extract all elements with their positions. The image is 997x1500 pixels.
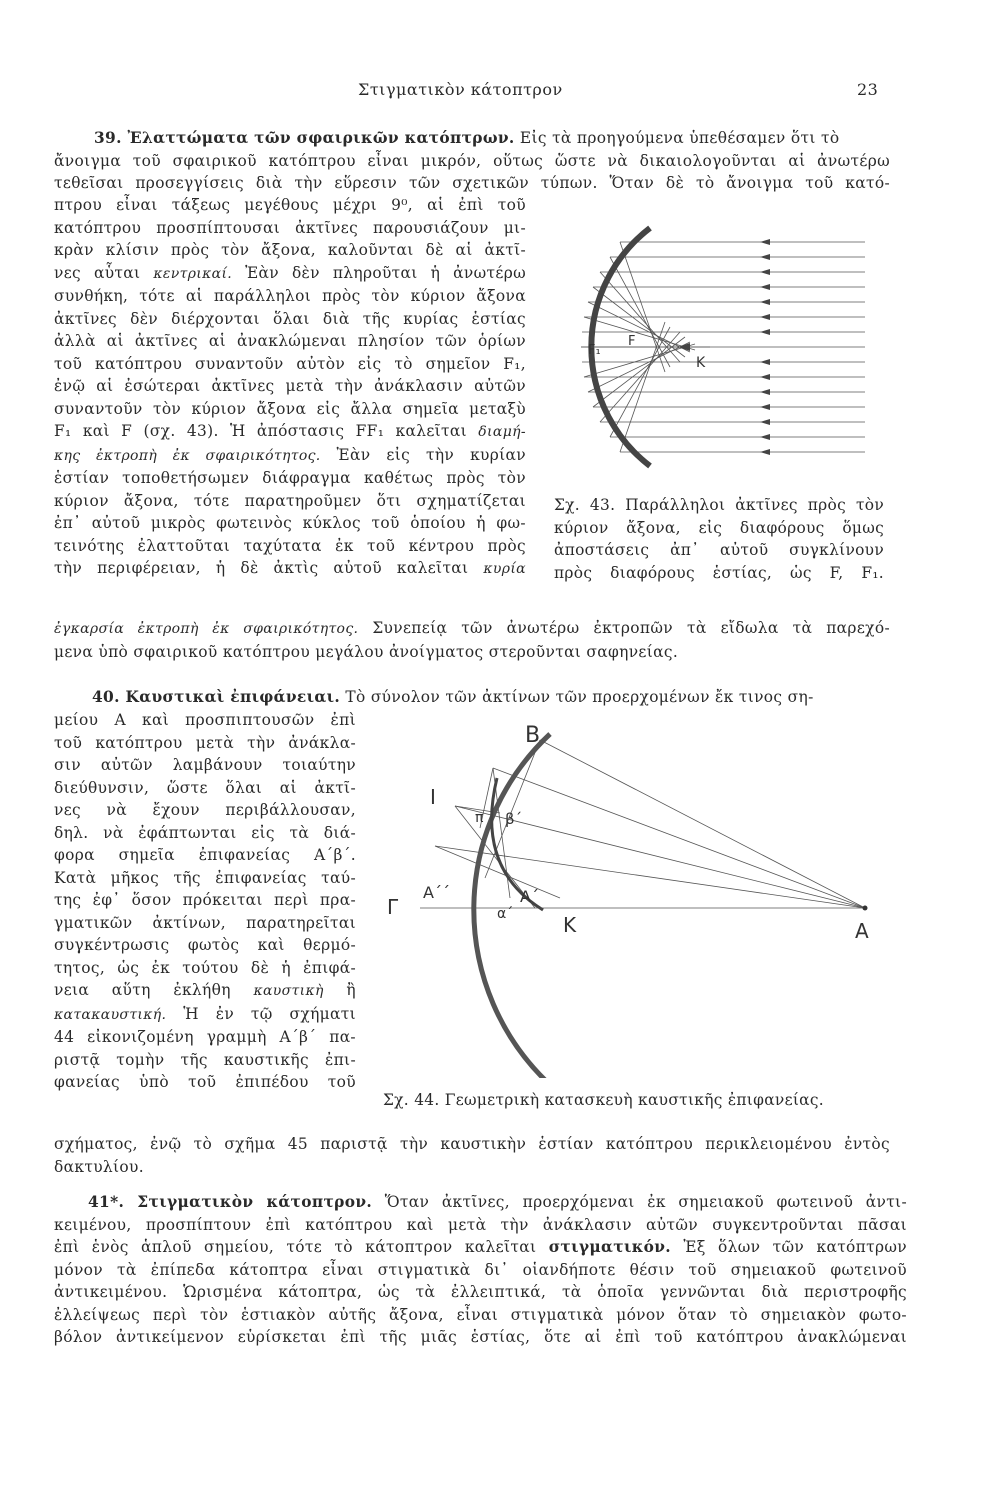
italic-term: κεντρικαί. [153,265,233,282]
running-header: Στιγματικὸν κάτοπτρον [358,80,563,99]
figure-44-label-a-double-prime: Α΄΄ [423,883,450,902]
text-line: ἐγκαρσία ἐκτροπὴ ἐκ σφαιρικότητος. Συνεπείᾳ τῶν ἀνωτέρω ἐκτροπῶν τὰ εἴδωλα τὰ παρεχό- [54,619,890,637]
text-line: τοῦ κατόπτρου συναντοῦν αὐτὸν εἰς τὸ σημεῖον F₁, [54,354,526,373]
text-line: ἐνῷ αἱ ἐσώτεραι ἀκτῖνες μετὰ τὴν ἀνάκλασιν αὐτῶν [54,377,526,395]
figure-44-label-i: I [430,785,436,809]
section-39-intro [54,127,890,195]
text-line: 44 εἰκονιζομένη γραμμὴ Α΄β΄ πα- [54,1028,356,1046]
section-41-heading: 41*. Στιγματικὸν κάτοπτρον. [88,1193,373,1211]
figure-44-caption: Σχ. 44. Γεωμετρικὴ κατασκευὴ καυστικῆς ἐπιφανείας. [383,1091,824,1109]
figure-44-label-alpha-prime: α΄ [497,906,514,922]
text-line: μείου Α καὶ προσπιπτουσῶν ἐπὶ [54,711,356,729]
text-line: Τὸ σύνολον τῶν ἀκτίνων τῶν προερχομένων ἔκ τινος ση- [345,688,814,706]
figure-43-rays [581,242,865,452]
text-line: Κατὰ μῆκος τῆς ἐπιφανείας ταύ- [54,868,356,887]
figure-44-label-beta-prime: β΄ [505,810,523,828]
text-line: νεια αὕτη ἐκλήθη καυστικὴ ἢ [54,981,356,999]
text-line: συγκέντρωσις φωτὸς καὶ θερμό- [54,936,356,954]
figure-44-label-pi: π [475,810,484,826]
section-41 [54,1191,907,1349]
figure-44-label-k: K [563,913,577,937]
italic-term: ἐγκαρσία ἐκτροπὴ ἐκ σφαιρικότητος. [54,621,359,637]
text-line: Εἰς τὰ προηγούμενα ὑπεθέσαμεν ὅτι τὸ [519,129,840,147]
text-line: κατόπτρου προσπίπτουσαι ἀκτῖνες παρουσιάζουν μι- [54,218,526,237]
text-line: τητος, ὡς ἐκ τούτου δὲ ἡ ἐπιφά- [54,958,356,977]
text-line: κατακαυστική. Ἡ ἐν τῷ σχήματι [54,1004,357,1023]
figure-44-rays [420,740,865,908]
text-line: ριστᾷ τομὴν τῆς καυστικῆς ἐπι- [54,1050,356,1069]
text-line: κρὰν κλίσιν πρὸς τὸν ἄξονα, καλοῦνται δὲ αἱ ἀκτῖ- [54,241,526,259]
italic-term: καυστικὴ [253,983,324,999]
figure-44-label-b: B [525,723,541,748]
section-39-tail [54,617,890,663]
text-line: βόλον ἀντικείμενον εὑρίσκεται ἐπὶ τῆς μιᾶς ἑστίας, ὅτε αἱ ἐπὶ τοῦ κατόπτρου ἀνακλώμεναι [54,1328,907,1346]
text-line: πτρου εἶναι τάξεως μεγέθους μέχρι 9⁰, αἱ ἐπὶ τοῦ [54,196,526,214]
caption-line: πρὸς διαφόρους ἑστίας, ὡς F, F₁. [554,563,884,582]
figure-44 [375,718,885,1078]
caption-line: Σχ. 43. Παράλληλοι ἀκτῖνες πρὸς τὸν [554,496,884,514]
text-line: σιν αὐτῶν λαμβάνουν τοιαύτην [54,756,356,774]
figure-43-caption [554,494,884,584]
italic-term: κατακαυστική. [54,1006,167,1023]
text-line: νες αὗται κεντρικαί. Ἐὰν δὲν πληροῦται ἡ ἀνωτέρω [54,263,526,282]
text-line: γματικῶν ἀκτίνων, παρατηρεῖται [54,913,356,932]
text-line: F₁ καὶ F (σχ. 43). Ἡ ἀπόστασις FF₁ καλεῖται διαμή- [54,422,526,440]
figure-44-point-a [863,906,868,911]
text-line: κύριον ἄξονα, τότε παρατηροῦμεν ὅτι σχηματίζεται [54,491,526,510]
figure-43-label-k: K [696,355,706,371]
text-line: ἐπ᾽ αὐτοῦ μικρὸς φωτεινὸς κύκλος τοῦ ὁποίου ἡ φω- [54,514,526,532]
text-line: δηλ. νὰ ἐφάπτωνται εἰς τὰ διά- [54,823,356,842]
text-line: διεύθυνσιν, ὥστε ὅλαι αἱ ἀκτῖ- [54,778,356,797]
bold-term: στιγματικόν. [548,1238,671,1256]
caption-line: κύριον ἄξονα, εἰς διαφόρους ὅμως [554,518,884,537]
italic-term: διαμή- [478,424,526,440]
page-number: 23 [857,80,879,99]
figure-43-label-f1: F₁ [588,343,601,358]
text-line: φορα σημεῖα ἐπιφανείας Α΄β΄. [54,846,356,864]
section-40-intro [54,686,907,709]
text-line: συναντοῦν τὸν κύριον ἄξονα εἰς ἄλλα σημεῖα μεταξὺ [54,399,526,418]
text-line: ἀλλὰ αἱ ἀκτῖνες αἱ ἀνακλώμεναι πλησίον τῶν ὁρίων [54,332,526,350]
text-line: ἀντικειμένου. Ὡρισμένα κάτοπτρα, ὡς τὰ ἐλλειπτικά, τὰ ὁποῖα γεννῶνται διὰ περιστροφῆς [54,1283,907,1301]
figure-44-label-a: Α [855,919,869,943]
text-line: ἐλλείψεως περὶ τὸν ἑστιακὸν αὐτῆς ἄξονα, εἶναι στιγματικὰ μόνον ὅταν τὸ σημειακὸν φωτο- [54,1305,907,1324]
text-line: ἄνοιγμα τοῦ σφαιρικοῦ κατόπτρου εἶναι μικρόν, οὕτως ὥστε νὰ δικαιολογοῦνται αἱ ἀνωτέρω [54,151,890,170]
text-line: κης ἐκτροπὴ ἐκ σφαιρικότητος. Ἐὰν εἰς τὴν κυρίαν [54,445,526,464]
figure-44-label-a-prime: Α΄ [520,887,539,906]
text-line: σχήματος, ἐνῷ τὸ σχῆμα 45 παριστᾷ τὴν καυστικὴν ἑστίαν κατόπτρου περικλειομένου ἐντὸς [54,1135,890,1153]
text-line: μόνον τὰ ἐπίπεδα κάτοπτρα εἶναι στιγματικὰ δι᾽ οἱανδήποτε θέσιν τοῦ σημειακοῦ φωτεινοῦ [54,1260,907,1279]
italic-term: κυρία [483,561,526,577]
text-line: 41*. Στιγματικὸν κάτοπτρον. Ὅταν ἀκτῖνες, προερχόμεναι ἐκ σημειακοῦ φωτεινοῦ ἀντι- [88,1193,907,1211]
section-39-heading: 39. Ἐλαττώματα τῶν σφαιρικῶν κατόπτρων. [94,129,515,147]
text-line: της ἐφ᾽ ὅσον πρόκειται περὶ πρα- [54,891,356,909]
section-40-tail [54,1133,890,1178]
figure-43-label-f: F [628,334,636,349]
caption-line: ἀποστάσεις ἀπ᾽ αὐτοῦ συγκλίνουν [554,541,884,559]
section-40-column [54,709,356,1094]
text-line: τεινότης ἐλαττοῦται ταχύτατα ἐκ τοῦ κέντρου πρὸς [54,536,526,555]
text-line: τοῦ κατόπτρου μετὰ τὴν ἀνάκλα- [54,733,356,752]
text-line: συνθήκη, τότε αἱ παράλληλοι πρὸς τὸν κύριον ἄξονα [54,287,526,305]
text-line: τὴν περιφέρειαν, ἡ δὲ ἀκτὶς αὐτοῦ καλεῖται κυρία [54,559,526,577]
text-line: φανείας ὑπὸ τοῦ ἐπιπέδου τοῦ [54,1073,356,1091]
section-39-column [54,194,526,581]
text-line: τεθεῖσαι προσεγγίσεις διὰ τὴν εὕρεσιν τῶν σχετικῶν τύπων. Ὅταν δὲ τὸ ἄνοιγμα τοῦ κατό- [54,174,890,192]
text-line: μενα ὑπὸ σφαιρικοῦ κατόπτρου μεγάλου ἀνοίγματος στεροῦνται σαφηνείας. [54,642,679,661]
text-line: ἐπὶ ἑνὸς ἁπλοῦ σημείου, τότε τὸ κάτοπτρον καλεῖται στιγματικόν. Ἐξ ὅλων τῶν κατόπτρων [54,1238,908,1256]
figure-44-label-gamma: Γ [387,895,399,919]
text-line: νες νὰ ἔχουν περιβάλλουσαν, [54,801,356,819]
figure-43 [550,222,880,472]
text-line: ἑστίαν τοποθετήσωμεν διάφραγμα καθέτως πρὸς τὸν [54,469,526,487]
text-line: δακτυλίου. [54,1157,144,1176]
text-line: κειμένου, προσπίπτουν ἐπὶ κατόπτρου καὶ μετὰ τὴν ἀνάκλασιν αὐτῶν συγκεντροῦνται πᾶσαι [54,1215,907,1234]
text-line: ἀκτῖνες δὲν διέρχονται ὅλαι διὰ τῆς κυρίας ἑστίας [54,309,526,328]
italic-term: κης ἐκτροπὴ ἐκ σφαιρικότητος. [54,447,321,464]
section-40-heading: 40. Καυστικαὶ ἐπιφάνειαι. [92,688,341,706]
